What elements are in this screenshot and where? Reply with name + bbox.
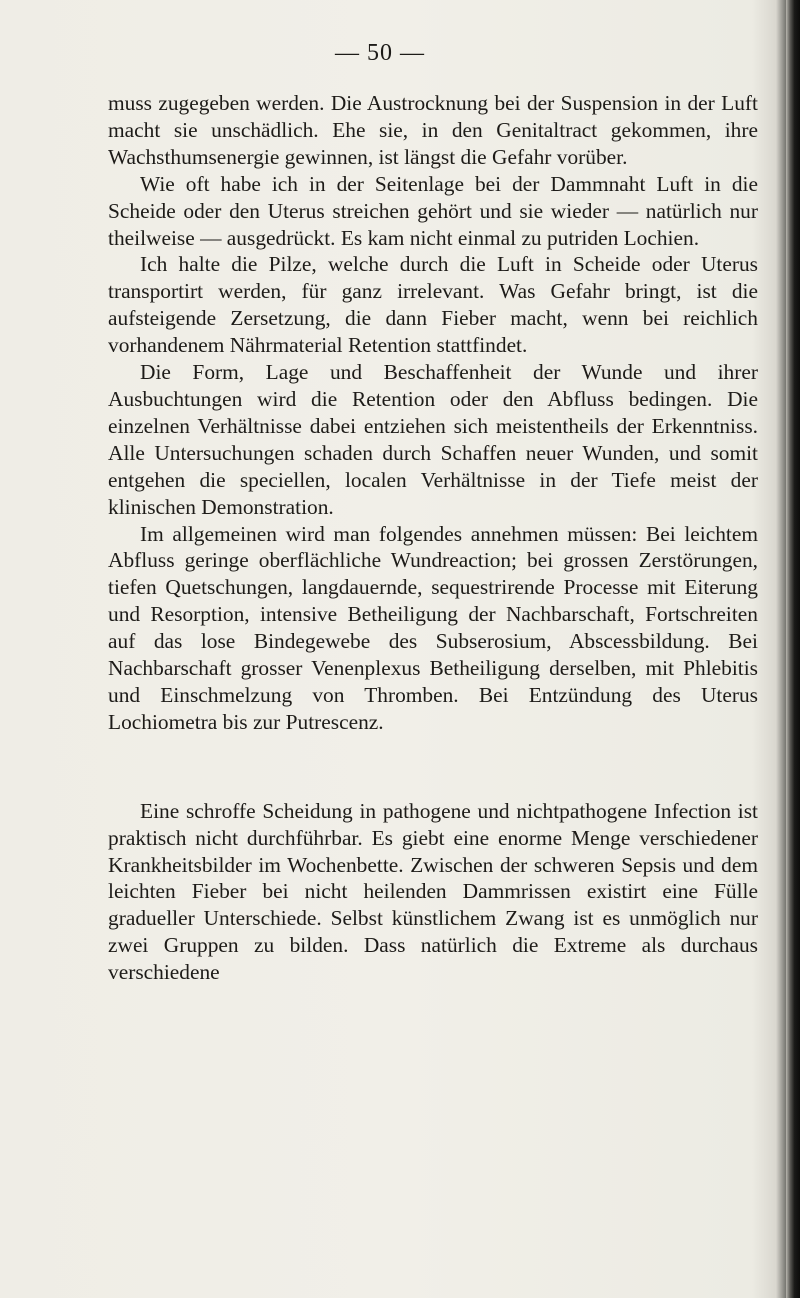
paragraph-dammnaht: Wie oft habe ich in der Seitenlage bei der Dammnaht Luft in die Scheide oder den Uterus streichen gehört und sie wieder — natürlich nur theilweise — ausgedrückt. Es kam nicht einmal zu putriden Lochien. [108,171,758,250]
paragraph-continuation: muss zugegeben werden. Die Austrocknung bei der Suspension in der Luft macht sie unschädlich. Ehe sie, in den Genitaltract gekommen, ihre Wachsthumsenergie gewinnen, ist längst die Gefahr vorüber. [108,91,758,169]
body-text [108,90,758,986]
paragraph-scheidung: Eine schroffe Scheidung in pathogene und nichtpathogene Infection ist praktisch nicht durchführbar. Es giebt eine enorme Menge verschiedener Krankheitsbilder im Wochenbette. Zwischen der schweren Sepsis und dem leichten Fieber bei nicht heilenden Dammrissen existirt eine Fülle gradueller Unterschiede. Selbst künstlichem Zwang ist es unmöglich nur zwei Gruppen zu bilden. Dass natürlich die Extreme als durchaus verschiedene [108,798,758,985]
book-spine-edge [786,0,800,1298]
page-number: — 50 — [335,40,425,66]
paragraph-pilze: Ich halte die Pilze, welche durch die Luft in Scheide oder Uterus transportirt werden, für ganz irrelevant. Was Gefahr bringt, ist die aufsteigende Zersetzung, die dann Fieber macht, wenn bei reichlich vorhandenem Nährmaterial Retention stattfindet. [108,252,758,358]
paragraph-allgemeinen: Im allgemeinen wird man folgendes annehmen müssen: Bei leichtem Abfluss geringe oberflächliche Wundreaction; bei grossen Zerstörungen, tiefen Quetschungen, langdauernde, sequestrirende Processe mit Eiterung und Resorption, intensive Betheiligung der Nachbarschaft, Fortschreiten auf das lose Bindegewebe des Subserosium, Abscessbildung. Bei Nachbarschaft grosser Venenplexus Betheiligung derselben, mit Phlebitis und Einschmelzung von Thromben. Bei Entzündung des Uterus Lochiometra bis zur Putrescenz. [108,521,758,734]
section-gap [108,736,758,798]
paragraph-wunde: Die Form, Lage und Beschaffenheit der Wunde und ihrer Ausbuchtungen wird die Retention oder den Abfluss bedingen. Die einzelnen Verhältnisse dabei entziehen sich meistentheils der Erkenntniss. Alle Untersuchungen schaden durch Schaffen neuer Wunden, und somit entgehen die speciellen, localen Verhältnisse in der Tiefe meist der klinischen Demonstration. [108,360,758,519]
